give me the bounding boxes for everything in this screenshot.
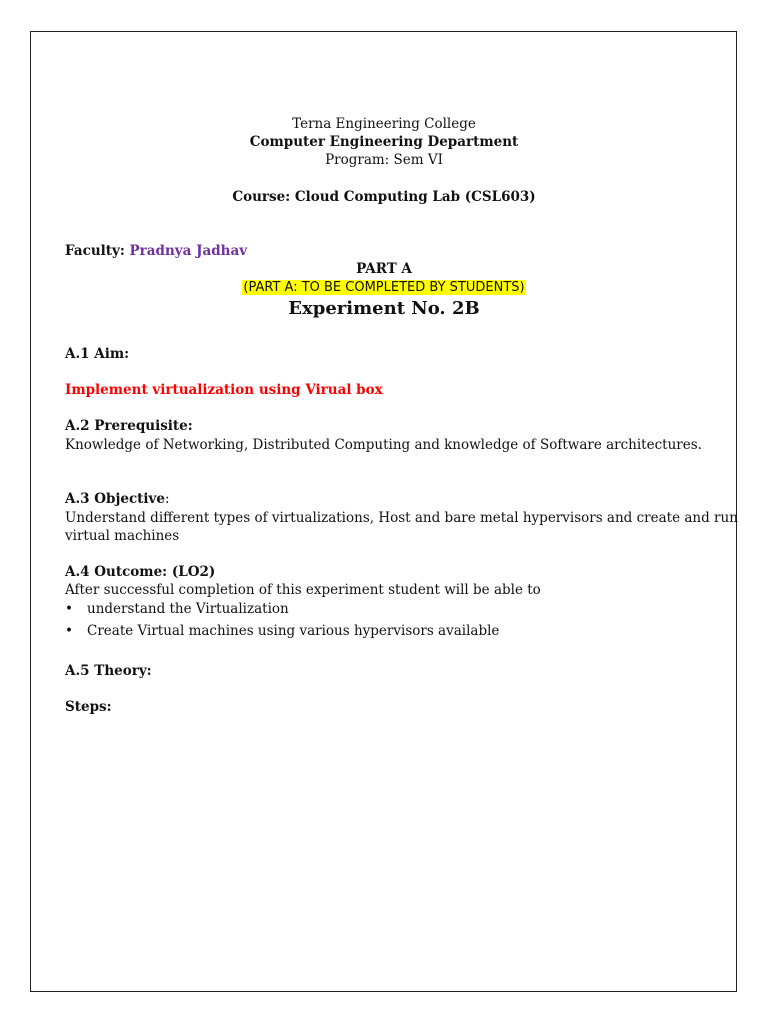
objective-line-1: Understand different types of virtualizations, Host and bare metal hypervisors and create and run <box>65 510 738 526</box>
experiment-title: Experiment No. 2B <box>288 298 480 319</box>
steps-heading: Steps: <box>65 699 112 715</box>
outcome-bullet-text: Create Virtual machines using various hypervisors available <box>87 623 500 639</box>
outcome-heading: A.4 Outcome: (LO2) <box>65 564 216 580</box>
outcome-bullet-text: understand the Virtualization <box>87 601 289 617</box>
outcome-intro: After successful completion of this experiment student will be able to <box>65 582 541 598</box>
part-note-line <box>0 279 768 296</box>
program-line: Program: Sem VI <box>325 152 443 168</box>
prereq-text: Knowledge of Networking, Distributed Computing and knowledge of Software architectures. <box>65 437 702 453</box>
faculty-line <box>65 242 247 260</box>
objective-heading-colon: : <box>164 491 170 507</box>
outcome-bullet-2 <box>65 622 499 640</box>
faculty-label: Faculty: <box>65 243 125 259</box>
part-title: PART A <box>356 261 412 277</box>
faculty-name: Pradnya Jadhav <box>129 243 248 259</box>
objective-line-2: virtual machines <box>65 528 180 544</box>
bullet-icon: • <box>65 623 73 639</box>
college-name: Terna Engineering College <box>292 116 476 132</box>
prereq-heading: A.2 Prerequisite: <box>65 418 193 434</box>
course-line: Course: Cloud Computing Lab (CSL603) <box>232 189 536 205</box>
outcome-bullet-1 <box>65 600 289 618</box>
part-note: (PART A: TO BE COMPLETED BY STUDENTS) <box>243 280 525 295</box>
bullet-icon: • <box>65 601 73 617</box>
department-name: Computer Engineering Department <box>249 134 519 150</box>
objective-heading <box>65 490 170 508</box>
aim-heading: A.1 Aim: <box>65 346 130 362</box>
aim-text: Implement virtualization using Virual box <box>65 382 383 398</box>
theory-heading: A.5 Theory: <box>65 663 152 679</box>
objective-heading-label: A.3 Objective <box>65 491 165 507</box>
